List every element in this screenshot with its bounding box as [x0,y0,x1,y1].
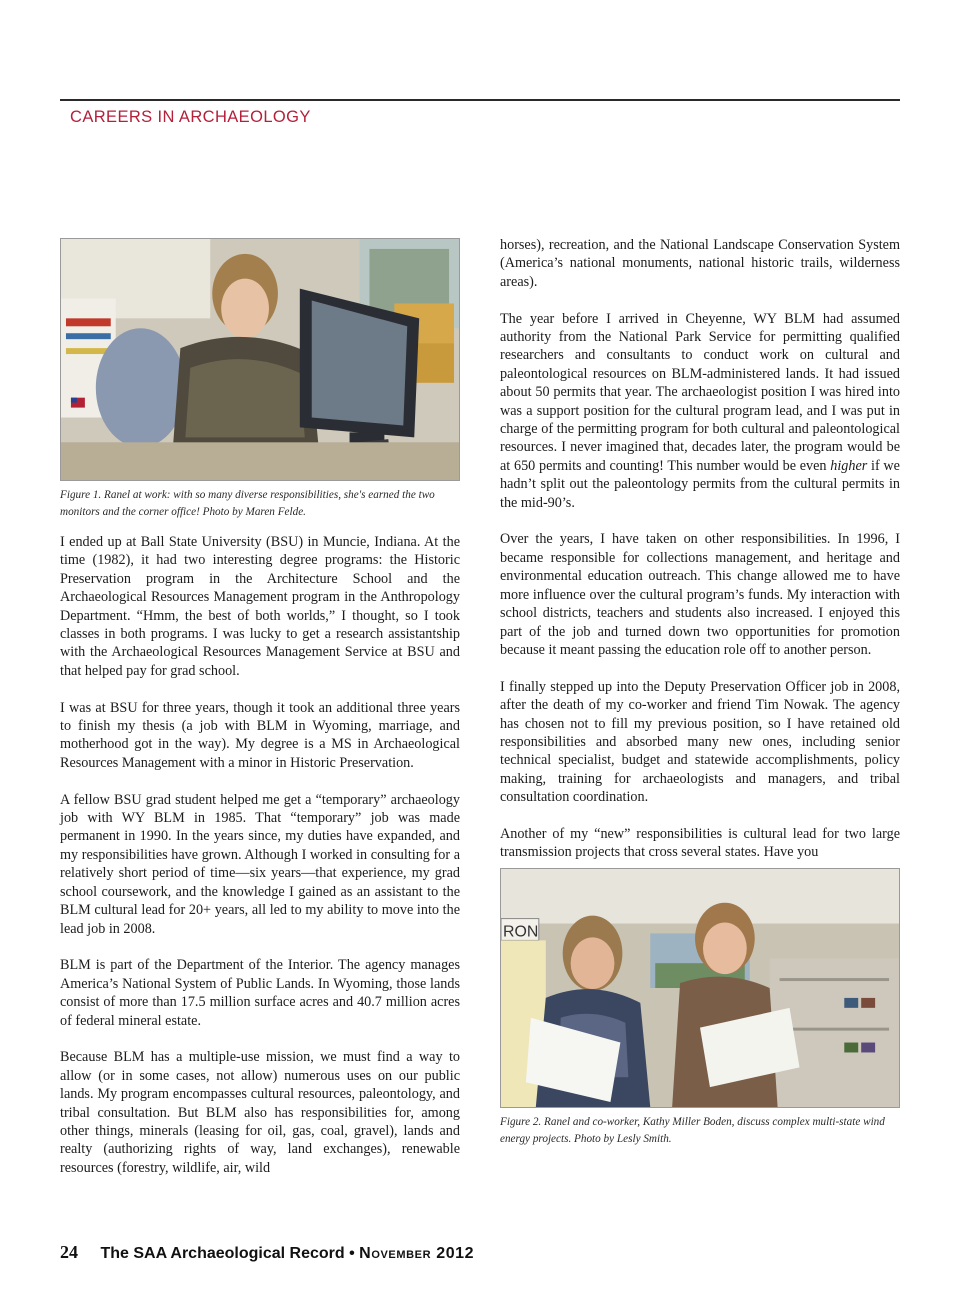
footer-separator: • [349,1245,355,1262]
right-paragraph: The year before I arrived in Cheyenne, WY BLM had assumed authority from the National Park Service for permitting qualified researchers and consultants to conduct work on cultural and paleontological resources on BLM-administered lands. It had issued about 50 permits that year. The archaeologist position I was hired into was a support position for the cultural program lead, and I was put in charge of the permitting program for both cultural and paleontological resources. I never imagined that, decades later, the program would be at 650 permits and counting! This number would be even higher if we hadn’t split out the paleontology permits from the cultural permits in the mid-90’s. [500,310,900,511]
right-paragraph: Another of my “new” responsibilities is cultural lead for two large transmission projects that cross several states. Have you [500,825,900,861]
right-paragraph: I finally stepped up into the Deputy Preservation Officer job in 2008, after the death of my co-worker and friend Tim Nowak. The agency has chosen not to fill my previous position, so I have retained old responsibilities and absorbed many new ones, including senior technical specialist, budget and statewide accomplishments, policy making, training for archaeologists and managers, and tribal consultation coordination. [500,678,900,806]
publication-name: The SAA Archaeological Record [100,1245,345,1262]
left-paragraph: A fellow BSU grad student helped me get a “temporary” archaeology job with WY BLM in 1985. That “temporary” job was made permanent in 1990. In the years since, my duties have expanded, and my responsibilities have grown. Although I worked in consulting for a relatively short period of time—six years—that experience, my grad school coursework, and the knowledge I gained as an assistant to the BLM cultural lead for 20+ years, all led to my ability to move into the lead job in 2008. [60,791,460,937]
emphasis-word: higher [830,457,868,474]
left-paragraph: BLM is part of the Department of the Interior. The agency manages America’s National System of Public Lands. In Wyoming, those lands consist of more than 17.5 million surface acres and 40.7 million acres of federal mineral estate. [60,957,460,1029]
page-footer [60,1242,474,1263]
issue-date: November 2012 [359,1245,475,1262]
left-paragraph: I ended up at Ball State University (BSU) in Muncie, Indiana. At the time (1982), it had two interesting degree programs: the Historic Preservation program in the Architecture School and the Archaeological Resources Management program in the Anthropology Department. “Hmm, the best of both worlds,” I thought, so I took classes in both programs. I was lucky to get a research assistantship with the Archaeological Resources Management Service at BSU and that helped pay for grad school. [60,534,460,679]
left-column [60,238,460,1196]
right-paragraph: horses), recreation, and the National Landscape Conservation System (America’s national monuments, national historic trails, wilderness areas). [500,237,900,290]
section-title: CAREERS IN ARCHAEOLOGY [70,108,311,126]
page-number: 24 [60,1242,78,1262]
right-paragraph: Over the years, I have taken on other responsibilities. In 1996, I became responsible for collections management, and heritage and environmental education outreach. This change allowed me to have more influence over the cultural program’s funds. My interaction with school districts, teachers and students also increased. I enjoyed this part of the job and turned down two opportunities for promotion because it meant passing the education role off to another person. [500,531,900,658]
figure-1-caption: Figure 1. Ranel at work: with so many diverse responsibilities, she's earned the two monitors and the corner office! Photo by Maren Felde. [60,489,435,518]
right-column [500,236,900,1160]
figure-2-caption: Figure 2. Ranel and co-worker, Kathy Miller Boden, discuss complex multi-state wind energy projects. Photo by Lesly Smith. [500,1115,885,1145]
left-paragraph: Because BLM has a multiple-use mission, we must find a way to allow (or in some cases, not allow) numerous uses on our public lands. My program encompasses cultural resources, paleontology, and tribal consultation. But BLM also has responsibilities for, among other things, minerals (leasing for oil, gas, coal, gravel), lands and realty (authorizing rights of way, land exchanges), renewable resources (forestry, wildlife, air, wild [60,1049,460,1176]
figure-1-photo [60,238,460,481]
figure-2-sign-text: RON [502,923,539,941]
left-paragraph: I was at BSU for three years, though it took an additional three years to finish my thesis (a job with BLM in Wyoming, marriage, and motherhood got in the way). My degree is a MS in Archaeological Resources Management with a minor in Historic Preservation. [60,699,460,771]
header-rule [60,99,900,101]
figure-2-photo [500,868,900,1108]
